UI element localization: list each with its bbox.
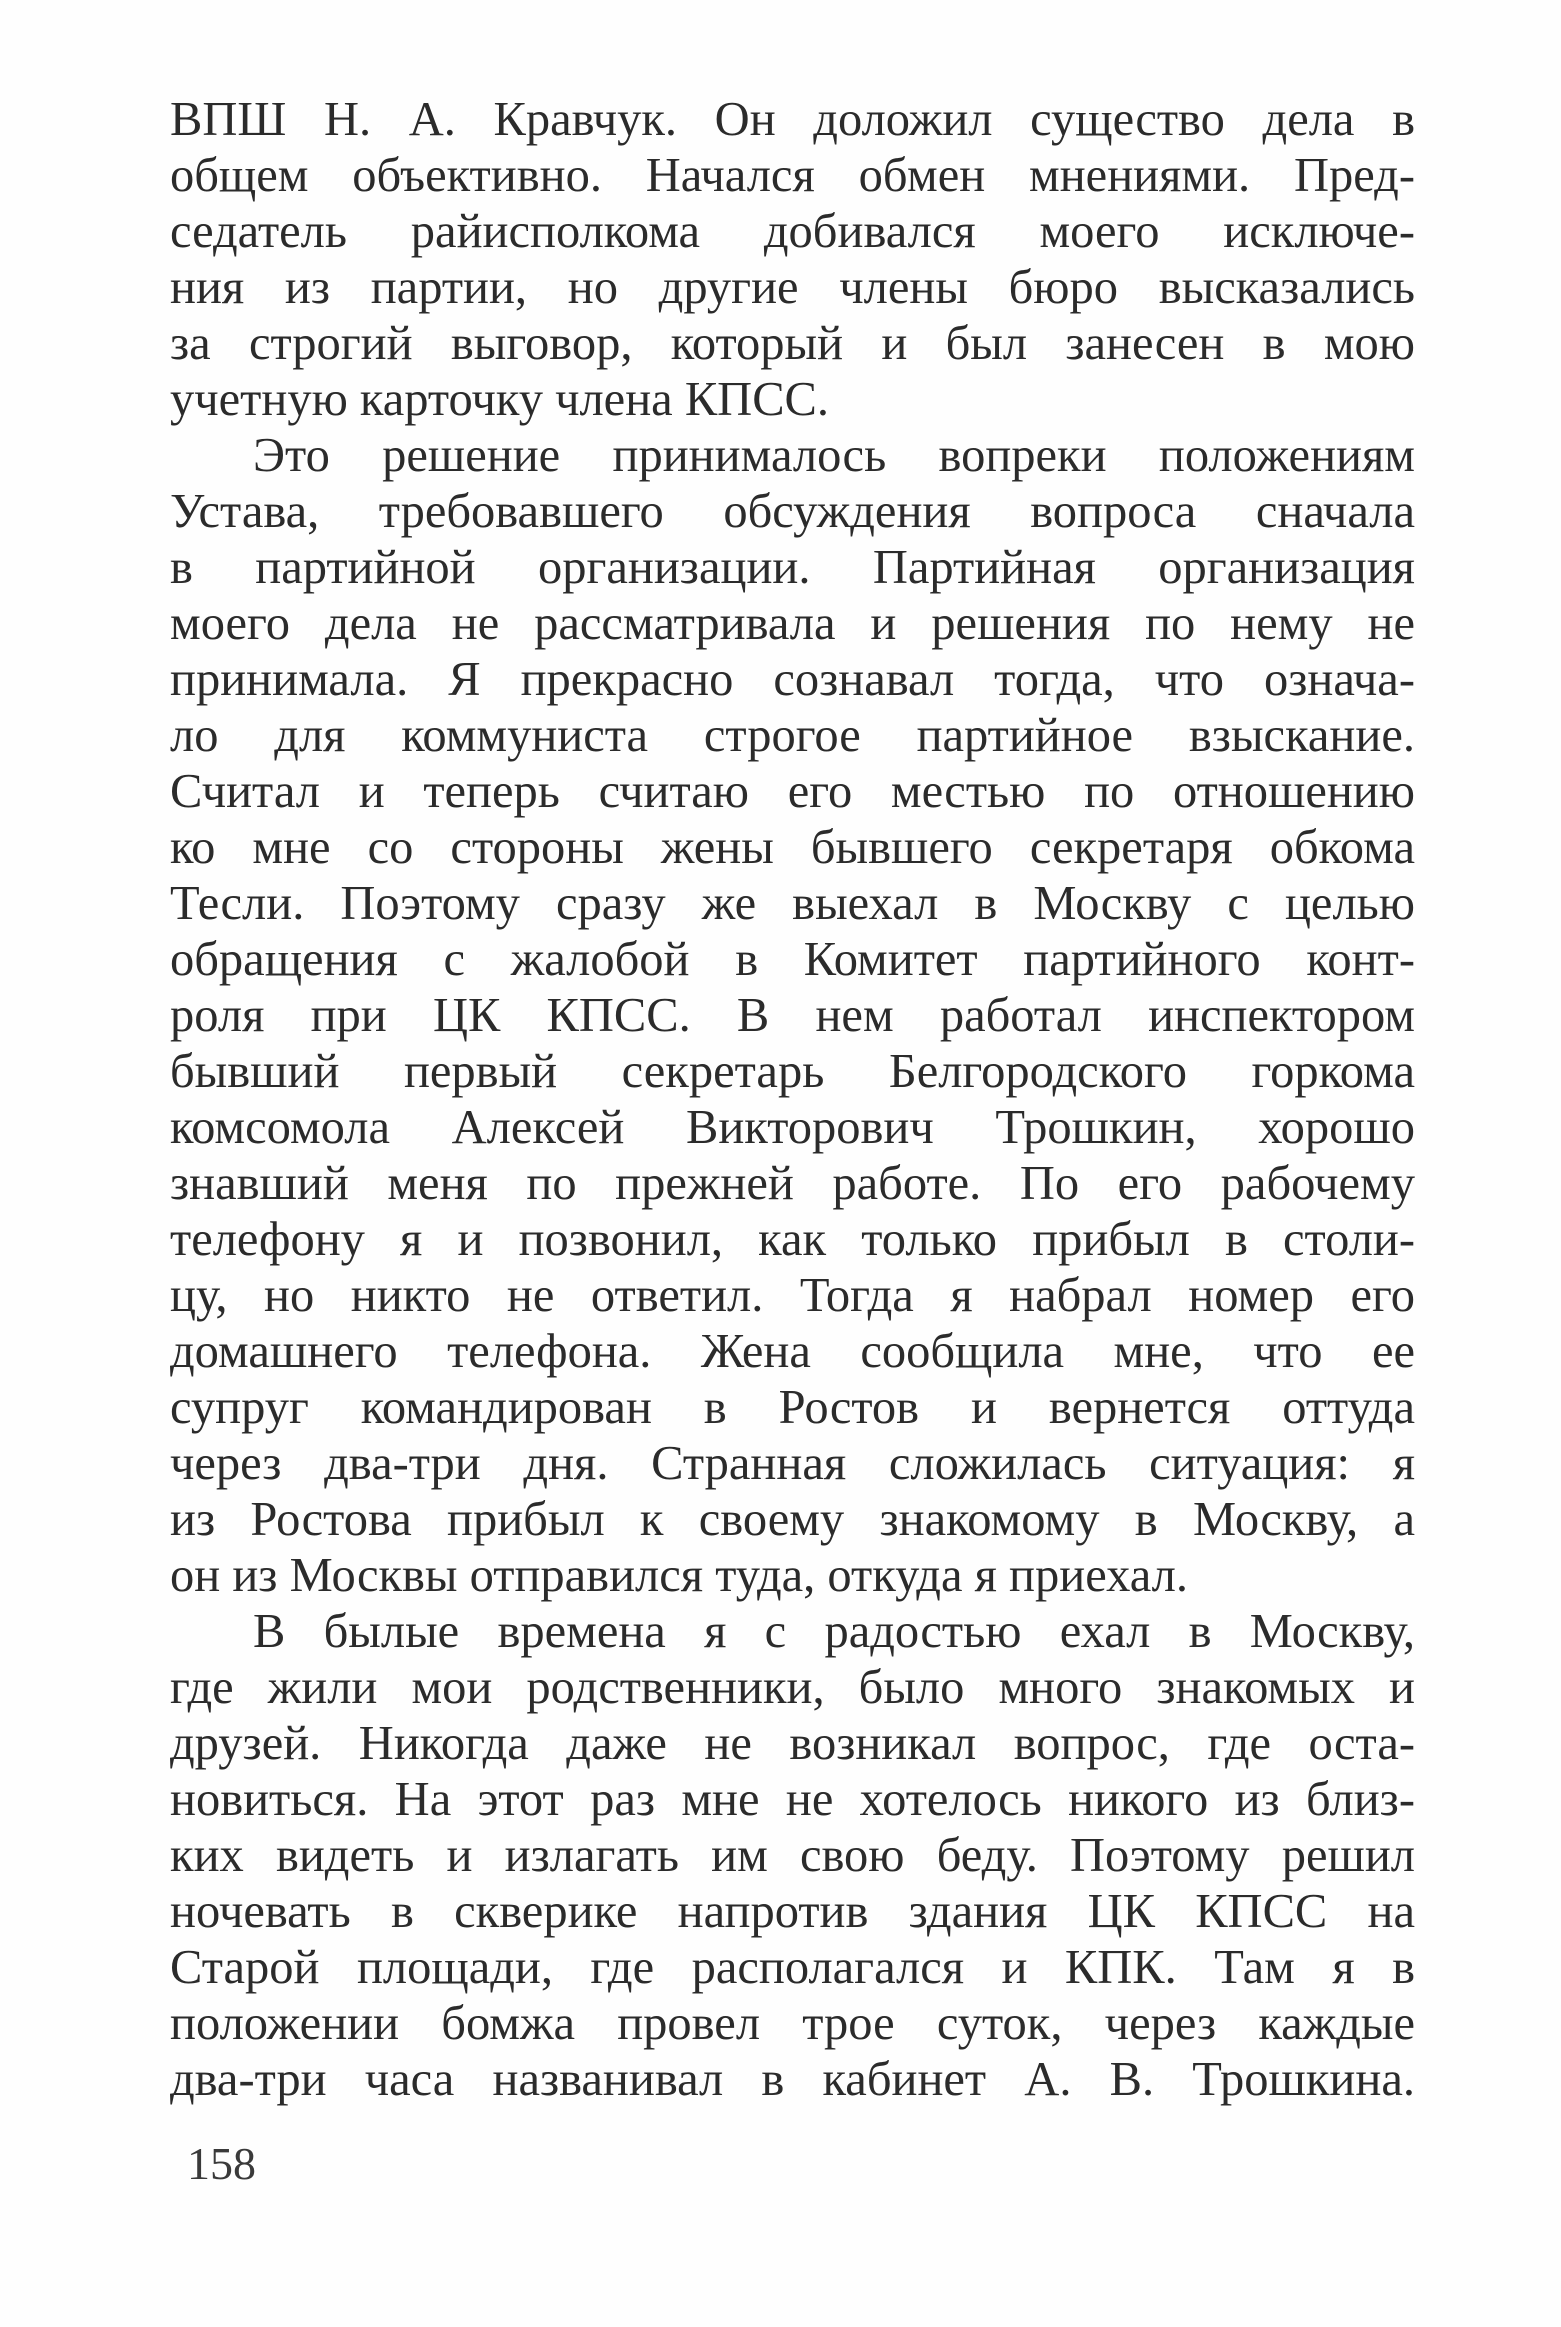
text-line: за строгий выговор, который и был занесен в мою (170, 317, 1415, 370)
text-line: домашнего телефона. Жена сообщила мне, что ее (170, 1325, 1415, 1378)
text-line: принимала. Я прекрасно сознавал тогда, что означа- (170, 653, 1415, 706)
text-line: новиться. На этот раз мне не хотелось никого из близ- (170, 1773, 1415, 1826)
body-text (170, 92, 1415, 2108)
text-line: ВПШ Н. А. Кравчук. Он доложил существо дела в (170, 93, 1415, 146)
text-line: Это решение принималось вопреки положениям (253, 429, 1415, 482)
text-line: ких видеть и излагать им свою беду. Поэтому решил (170, 1829, 1415, 1882)
text-line: друзей. Никогда даже не возникал вопрос, где оста- (170, 1717, 1415, 1770)
text-line: Считал и теперь считаю его местью по отношению (170, 765, 1415, 818)
text-line: Устава, требовавшего обсуждения вопроса сначала (170, 485, 1415, 538)
text-line: телефону я и позвонил, как только прибыл в столи- (170, 1213, 1415, 1266)
text-line: из Ростова прибыл к своему знакомому в Москву, а (170, 1493, 1415, 1546)
text-line: супруг командирован в Ростов и вернется оттуда (170, 1381, 1415, 1434)
text-line: роля при ЦК КПСС. В нем работал инспектором (170, 989, 1415, 1042)
text-line: седатель райисполкома добивался моего исключе- (170, 205, 1415, 258)
text-line: ночевать в скверике напротив здания ЦК КПСС на (170, 1885, 1415, 1938)
text-line: он из Москвы отправился туда, откуда я приехал. (170, 1549, 1188, 1602)
text-line: обращения с жалобой в Комитет партийного конт- (170, 933, 1415, 986)
text-line: общем объективно. Начался обмен мнениями. Пред- (170, 149, 1415, 202)
text-line: ло для коммуниста строгое партийное взыскание. (170, 709, 1415, 762)
text-line: цу, но никто не ответил. Тогда я набрал номер его (170, 1269, 1415, 1322)
text-line: Старой площади, где располагался и КПК. Там я в (170, 1941, 1415, 1994)
text-line: В былые времена я с радостью ехал в Москву, (253, 1605, 1415, 1658)
text-line: где жили мои родственники, было много знакомых и (170, 1661, 1415, 1714)
text-line: через два-три дня. Странная сложилась ситуация: я (170, 1437, 1415, 1490)
page-number: 158 (187, 2138, 256, 2189)
text-line: ко мне со стороны жены бывшего секретаря обкома (170, 821, 1415, 874)
text-line: ния из партии, но другие члены бюро высказались (170, 261, 1415, 314)
text-line: комсомола Алексей Викторович Трошкин, хорошо (170, 1101, 1415, 1154)
text-line: бывший первый секретарь Белгородского горкома (170, 1045, 1415, 1098)
text-line: знавший меня по прежней работе. По его рабочему (170, 1157, 1415, 1210)
text-line: положении бомжа провел трое суток, через каждые (170, 1997, 1415, 2050)
text-line: два-три часа названивал в кабинет А. В. Трошкина. (170, 2053, 1415, 2106)
text-line: Тесли. Поэтому сразу же выехал в Москву с целью (170, 877, 1415, 930)
text-line: моего дела не рассматривала и решения по нему не (170, 597, 1415, 650)
text-line: в партийной организации. Партийная организация (170, 541, 1415, 594)
text-line: учетную карточку члена КПСС. (170, 373, 830, 426)
